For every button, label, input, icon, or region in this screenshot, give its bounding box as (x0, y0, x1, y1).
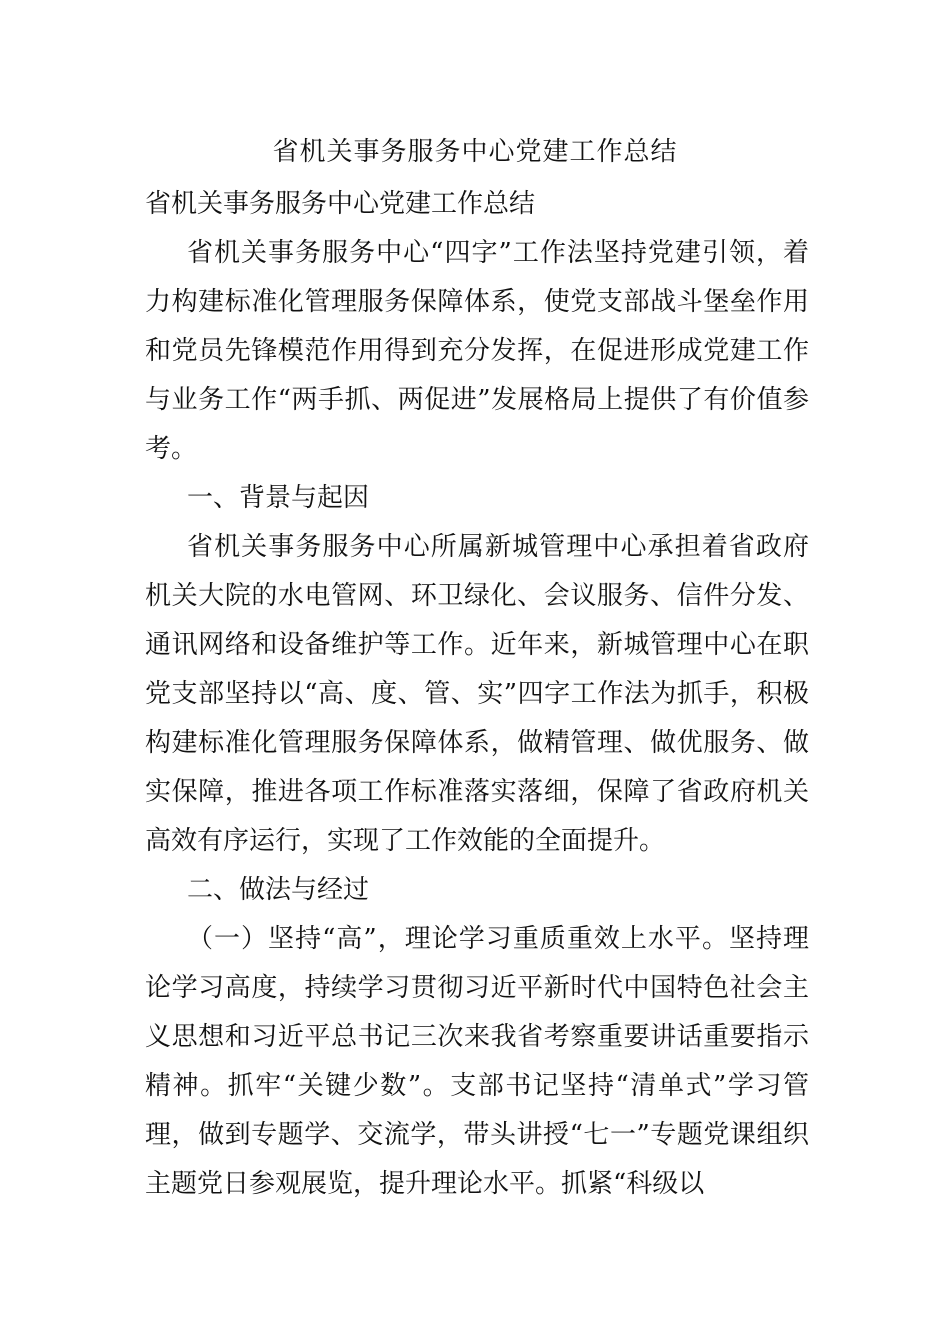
section-heading-methods: 二、做法与经过 (187, 875, 370, 905)
section-heading-background: 一、背景与起因 (187, 483, 370, 513)
methods-paragraph-1: （一）坚持“高”，理论学习重质重效上水平。坚持理论学习高度，持续学习贯彻习近平新时代中国特色社会主义思想和习近平总书记三次来我省考察重要讲话重要指示精神。抓牢“关键少数”。支部书记坚持“清单式”学习管理，做到专题学、交流学，带头讲授“七一”专题党课组织主题党日参观展览，提升理论水平。抓紧“科级以 (145, 924, 809, 1199)
document-title: 省机关事务服务中心党建工作总结 (272, 137, 678, 167)
background-paragraph: 省机关事务服务中心所属新城管理中心承担着省政府机关大院的水电管网、环卫绿化、会议服务、信件分发、通讯网络和设备维护等工作。近年来，新城管理中心在职党支部坚持以“高、度、管、实”四字工作法为抓手，积极构建标准化管理服务保障体系，做精管理、做优服务、做实保障，推进各项工作标准落实落细，保障了省政府机关高效有序运行，实现了工作效能的全面提升。 (145, 532, 809, 856)
document-body (145, 180, 809, 1209)
intro-paragraph: 省机关事务服务中心“四字”工作法坚持党建引领，着力构建标准化管理服务保障体系，使党支部战斗堡垒作用和党员先锋模范作用得到充分发挥，在促进形成党建工作与业务工作“两手抓、两促进”发展格局上提供了有价值参考。 (145, 238, 809, 464)
subtitle-paragraph: 省机关事务服务中心党建工作总结 (145, 189, 536, 219)
